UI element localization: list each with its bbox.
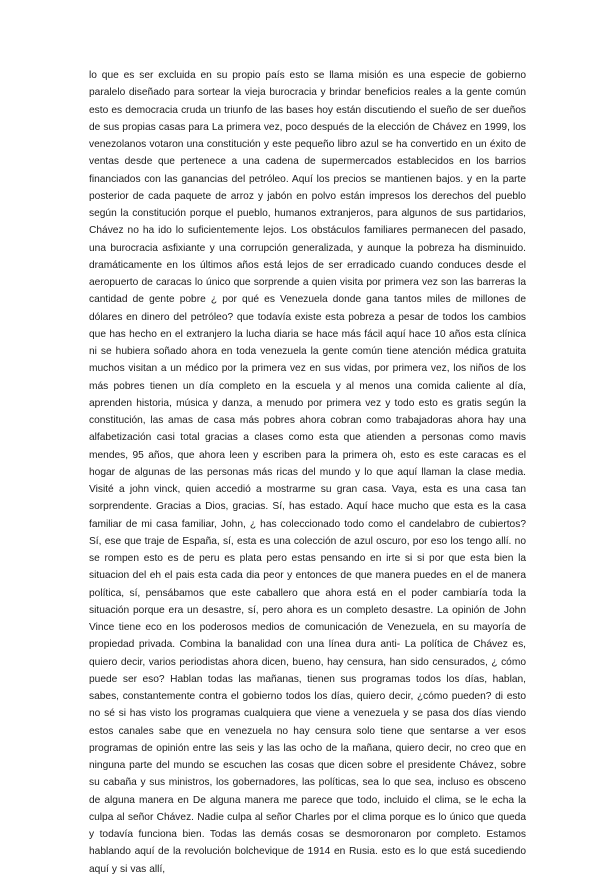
body-paragraph: lo que es ser excluida en su propio país esto se llama misión es una especie de gobierno paralelo diseñado para sortear la vieja burocracia y brindar beneficios reales a la gente común esto es democracia cruda un triunfo de las bases hoy están discutiendo el sueño de ser dueños de sus propias casas para La primera vez, poco después de la elección de Chávez en 1999, los venezolanos votaron una constitución y este pequeño libro azul se ha convertido en un éxito de ventas desde que pertenece a una cadena de supermercados establecidos en los barrios financiados con las ganancias del petróleo. Aquí los precios se mantienen bajos. y en la parte posterior de cada paquete de arroz y jabón en polvo están impresos los derechos del pueblo según la constitución porque el pueblo, humanos extranjeros, para algunos de sus partidarios, Chávez no ha ido lo suficientemente lejos. Los obstáculos familiares permanecen del pasado, una burocracia asfixiante y una corrupción generalizada, y aunque la pobreza ha disminuido. dramáticamente en los últimos años está lejos de ser erradicado cuando conduces desde el aeropuerto de caracas lo único que sorprende a quien visita por primera vez son las barreras la cantidad de gente pobre ¿ por qué es Venezuela donde gana tantos miles de millones de dólares en dinero del petróleo? que todavía existe esta pobreza a pesar de todos los cambios que has hecho en el extranjero la lucha diaria se hace más fácil aquí hace 10 años esta clínica ni se hubiera soñado ahora en toda venezuela la gente común tiene atención médica gratuita muchos visitan a un médico por la primera vez en sus vidas, por primera vez, los niños de los más pobres tienen un día completo en la escuela y al menos una comida caliente al día, aprenden historia, música y danza, a menudo por primera vez y todo esto es gratis según la constitución, las amas de casa más pobres ahora cobran como trabajadoras ahora hay una alfabetización casi total gracias a clases como esta que atienden a personas como mavis mendes, 95 años, que ahora leen y escriben para la primera oh, esto es este caracas es el hogar de algunas de las personas más ricas del mundo y lo que aquí llaman la clase media. Visité a john vinck, quien accedió a mostrarme su gran casa. Vaya, esta es una casa tan sorprendente. Gracias a Dios, gracias. Sí, has estado. Aquí hace mucho que esta es la casa familiar de mi casa familiar, John, ¿ has coleccionado todo como el candelabro de cubiertos? Sí, ese que traje de España, sí, esta es una colección de azul oscuro, por eso los tengo allí. no se rompen esto es de peru es plata pero estas pensando en irte si si por que esta bien la situacion del eh el pais esta cada dia peor y entonces de que manera puedes en el de manera política, sí, pensábamos que este caballero que ahora está en el poder cambiaría toda la situación porque era un desastre, sí, pero ahora es un completo desastre. La opinión de John Vince tiene eco en los poderosos medios de comunicación de Venezuela, en su mayoría de propiedad privada. Combina la banalidad con una línea dura anti- La política de Chávez es, quiero decir, varios periodistas ahora dicen, bueno, hay censura, han sido censurados, ¿ cómo puede ser eso? Hablan todas las mañanas, tienen sus programas todos los días, hablan, sabes, constantemente contra el gobierno todos los días, quiero decir, ¿cómo pueden? di esto no sé si has visto los programas cualquiera que viene a venezuela y se pasa dos días viendo estos canales sabe que en venezuela no hay censura solo tiene que sentarse a ver esos programas de opinión entre las seis y las las ocho de la mañana, quiero decir, no creo que en ninguna parte del mundo se escuchen las cosas que dicen sobre el presidente Chávez, sobre su cabaña y sus ministros, los gobernadores, las políticas, sea lo que sea, incluso es obsceno de alguna manera en De alguna manera me parece que todo, incluido el clima, se le echa la culpa al señor Chávez. Nadie culpa al señor Charles por el clima porque es lo único que queda y todavía funciona bien. Todas las demás cosas se desmoronaron por completo. Estamos hablando aquí de la revolución bolchevique de 1914 en Rusia. esto es lo que está sucediendo aquí y si vas allí, [89, 70, 526, 875]
